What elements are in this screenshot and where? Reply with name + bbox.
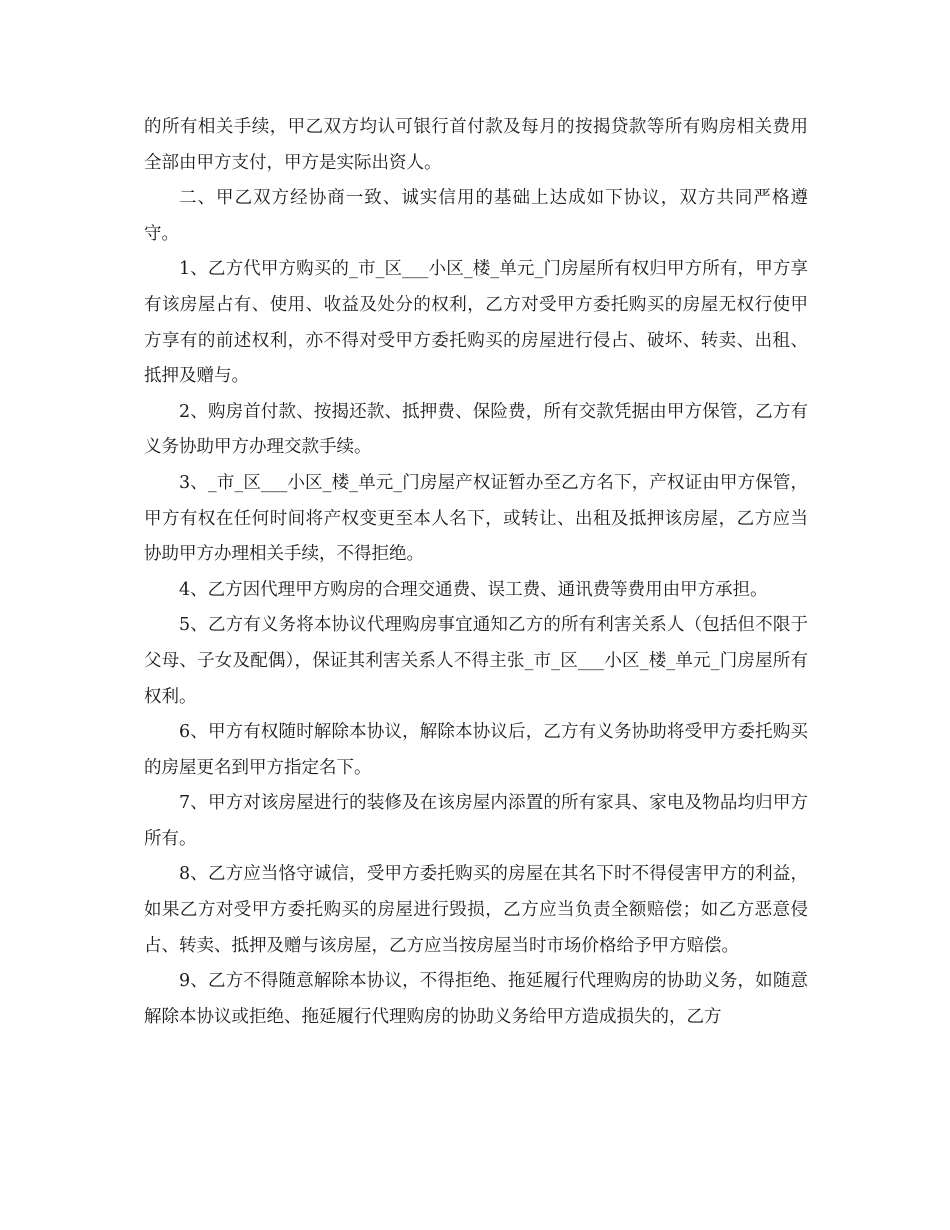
paragraph-clause-5: 5、乙方有义务将本协议代理购房事宜通知乙方的所有利害关系人（包括但不限于父母、子女及配偶），保证其利害关系人不得主张_市_区___小区_楼_单元_门房屋所有权利。 (144, 615, 808, 707)
paragraph-continuation: 的所有相关手续，甲乙双方均认可银行首付款及每月的按揭贷款等所有购房相关费用全部由甲方支付，甲方是实际出资人。 (144, 117, 808, 173)
paragraph-clause-4: 4、乙方因代理甲方购房的合理交通费、误工费、通讯费等费用由甲方承担。 (179, 579, 768, 600)
paragraph-clause-9: 9、乙方不得随意解除本协议，不得拒绝、拖延履行代理购房的协助义务，如随意解除本协议或拒绝、拖延履行代理购房的协助义务给甲方造成损失的，乙方 (144, 971, 808, 1027)
document-page (144, 110, 808, 1035)
paragraph-clause-7: 7、甲方对该房屋进行的装修及在该房屋内添置的所有家具、家电及物品均归甲方所有。 (144, 793, 808, 849)
paragraph-clause-8: 8、乙方应当恪守诚信，受甲方委托购买的房屋在其名下时不得侵害甲方的利益，如果乙方对受甲方委托购买的房屋进行毁损，乙方应当负责全额赔偿；如乙方恶意侵占、转卖、抵押及赠与该房屋，乙方应当按房屋当时市场价格给予甲方赔偿。 (144, 864, 808, 956)
paragraph-clause-6: 6、甲方有权随时解除本协议，解除本协议后，乙方有义务协助将受甲方委托购买的房屋更名到甲方指定名下。 (144, 722, 808, 778)
paragraph-clause-3: 3、_市_区___小区_楼_单元_门房屋产权证暂办至乙方名下，产权证由甲方保管，甲方有权在任何时间将产权变更至本人名下，或转让、出租及抵押该房屋，乙方应当协助甲方办理相关手续，不得拒绝。 (144, 472, 808, 565)
paragraph-section-2: 二、甲乙双方经协商一致、诚实信用的基础上达成如下协议，双方共同严格遵守。 (144, 188, 808, 244)
paragraph-clause-1: 1、乙方代甲方购买的_市_区___小区_楼_单元_门房屋所有权归甲方所有，甲方享有该房屋占有、使用、收益及处分的权利，乙方对受甲方委托购买的房屋无权行使甲方享有的前述权利，亦不得对受甲方委托购买的房屋进行侵占、破坏、转卖、出租、抵押及赠与。 (144, 259, 808, 387)
paragraph-clause-2: 2、购房首付款、按揭还款、抵押费、保险费，所有交款凭据由甲方保管，乙方有义务协助甲方办理交款手续。 (144, 401, 808, 458)
